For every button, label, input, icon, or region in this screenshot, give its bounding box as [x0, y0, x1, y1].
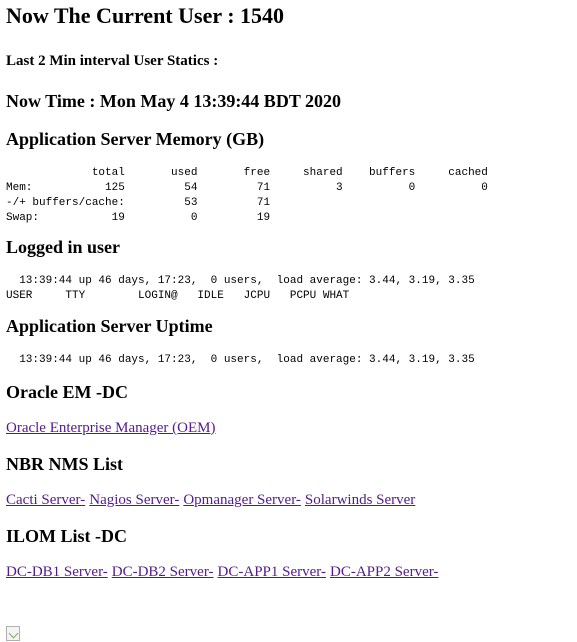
dc-app2-server-link[interactable]: DC-APP2 Server-: [329, 564, 439, 580]
nbr-nms-links: [6, 491, 571, 509]
broken-image-icon: [6, 626, 20, 641]
uptime-heading: Application Server Uptime: [6, 316, 213, 336]
dc-app1-server-link[interactable]: DC-APP1 Server-: [217, 564, 326, 580]
stats-heading: Last 2 Min interval User Statics :: [6, 53, 219, 69]
nagios-server-link[interactable]: Nagios Server-: [89, 492, 180, 508]
ilom-heading: ILOM List -DC: [6, 526, 127, 546]
nbr-nms-heading: NBR NMS List: [6, 454, 124, 474]
cacti-server-link[interactable]: Cacti Server-: [6, 492, 86, 508]
current-user-title: Now The Current User : 1540: [6, 3, 285, 28]
now-time-heading: Now Time : Mon May 4 13:39:44 BDT 2020: [6, 91, 341, 111]
memory-heading: Application Server Memory (GB): [6, 129, 265, 149]
uptime-output: 13:39:44 up 46 days, 17:23, 0 users, load average: 3.44, 3.19, 3.35: [6, 354, 475, 366]
opmanager-server-link[interactable]: Opmanager Server-: [183, 492, 301, 508]
dc-db2-server-link[interactable]: DC-DB2 Server-: [111, 564, 214, 580]
memory-output: total used free shared buffers cached Mem: 125 54 71 3 0 0 -/+ buffers/cache: 53 71 Swap: 19 0 19: [6, 167, 488, 224]
dc-db1-server-link[interactable]: DC-DB1 Server-: [6, 564, 108, 580]
solarwinds-server-link[interactable]: Solarwinds Server: [304, 492, 416, 508]
ilom-links: [6, 563, 571, 581]
page-content: [0, 4, 577, 581]
logged-in-heading: Logged in user: [6, 237, 121, 257]
logged-in-output: 13:39:44 up 46 days, 17:23, 0 users, load average: 3.44, 3.19, 3.35 USER TTY LOGIN@ IDLE JCPU PCPU WHAT: [6, 275, 475, 302]
oem-link[interactable]: Oracle Enterprise Manager (OEM): [6, 420, 216, 436]
oracle-em-heading: Oracle EM -DC: [6, 382, 128, 402]
